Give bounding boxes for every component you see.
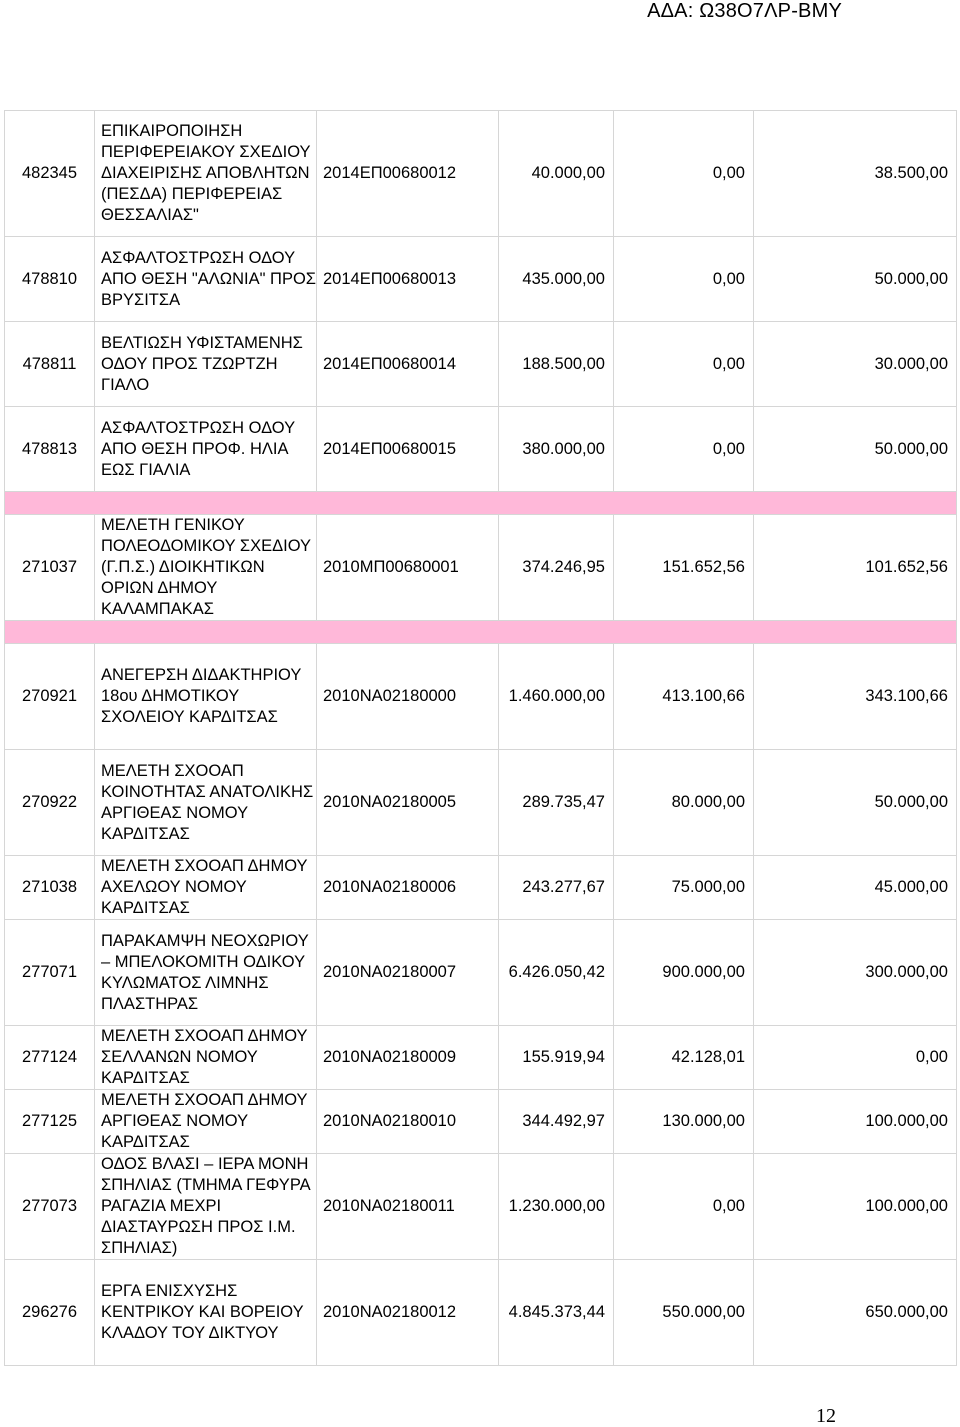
ada-code: ΑΔΑ: Ω38Ο7ΛΡ-ΒΜΥ [647, 0, 842, 22]
row-project-code: 2014ΕΠ00680012 [317, 111, 499, 237]
group-separator [5, 492, 957, 515]
row-code: 277071 [5, 920, 95, 1026]
table-row [5, 322, 957, 407]
row-credit: 100.000,00 [754, 1154, 957, 1260]
row-code: 270922 [5, 750, 95, 856]
row-paid: 151.652,56 [614, 515, 754, 621]
table-row [5, 1090, 957, 1154]
row-credit: 650.000,00 [754, 1260, 957, 1366]
table-row [5, 1260, 957, 1366]
row-project-code: 2010ΝΑ02180000 [317, 644, 499, 750]
row-paid: 900.000,00 [614, 920, 754, 1026]
row-credit: 300.000,00 [754, 920, 957, 1026]
row-title: ΜΕΛΕΤΗ ΣΧΟΟΑΠ ΔΗΜΟΥ ΑΡΓΙΘΕΑΣ ΝΟΜΟΥ ΚΑΡΔΙΤΣΑΣ [95, 1090, 317, 1154]
group-separator-cell [5, 621, 957, 644]
row-project-code: 2010ΝΑ02180010 [317, 1090, 499, 1154]
row-budget: 243.277,67 [499, 856, 614, 920]
projects-table [4, 110, 957, 1366]
row-budget: 155.919,94 [499, 1026, 614, 1090]
table-row [5, 920, 957, 1026]
row-paid: 0,00 [614, 1154, 754, 1260]
row-code: 271037 [5, 515, 95, 621]
row-credit: 343.100,66 [754, 644, 957, 750]
row-budget: 1.460.000,00 [499, 644, 614, 750]
page-number: 12 [816, 1405, 836, 1427]
row-code: 277125 [5, 1090, 95, 1154]
row-paid: 42.128,01 [614, 1026, 754, 1090]
row-title: ΑΝΕΓΕΡΣΗ ΔΙΔΑΚΤΗΡΙΟΥ 18ου ΔΗΜΟΤΙΚΟΥ ΣΧΟΛΕΙΟΥ ΚΑΡΔΙΤΣΑΣ [95, 644, 317, 750]
row-budget: 344.492,97 [499, 1090, 614, 1154]
row-code: 478811 [5, 322, 95, 407]
row-credit: 45.000,00 [754, 856, 957, 920]
row-title: ΕΡΓΑ ΕΝΙΣΧΥΣΗΣ ΚΕΝΤΡΙΚΟΥ ΚΑΙ ΒΟΡΕΙΟΥ ΚΛΑΔΟΥ ΤΟΥ ΔΙΚΤΥΟΥ [95, 1260, 317, 1366]
row-title: ΕΠΙΚΑΙΡΟΠΟΙΗΣΗ ΠΕΡΙΦΕΡΕΙΑΚΟΥ ΣΧΕΔΙΟΥ ΔΙΑΧΕΙΡΙΣΗΣ ΑΠΟΒΛΗΤΩΝ (ΠΕΣΔΑ) ΠΕΡΙΦΕΡΕΙΑΣ ΘΕΣΣΑΛΙΑΣ" [95, 111, 317, 237]
table-row [5, 644, 957, 750]
row-credit: 50.000,00 [754, 407, 957, 492]
row-paid: 0,00 [614, 407, 754, 492]
row-credit: 100.000,00 [754, 1090, 957, 1154]
row-paid: 0,00 [614, 111, 754, 237]
row-paid: 0,00 [614, 322, 754, 407]
row-paid: 0,00 [614, 237, 754, 322]
row-budget: 40.000,00 [499, 111, 614, 237]
table-row [5, 111, 957, 237]
table-row [5, 856, 957, 920]
row-title: ΠΑΡΑΚΑΜΨΗ ΝΕΟΧΩΡΙΟΥ – ΜΠΕΛΟΚΟΜΙΤΗ ΟΔΙΚΟΥ ΚΥΛΩΜΑΤΟΣ ΛΙΜΝΗΣ ΠΛΑΣΤΗΡΑΣ [95, 920, 317, 1026]
row-budget: 374.246,95 [499, 515, 614, 621]
row-budget: 289.735,47 [499, 750, 614, 856]
row-project-code: 2010ΝΑ02180007 [317, 920, 499, 1026]
table-row [5, 1154, 957, 1260]
group-separator [5, 621, 957, 644]
row-code: 482345 [5, 111, 95, 237]
row-budget: 6.426.050,42 [499, 920, 614, 1026]
row-title: ΒΕΛΤΙΩΣΗ ΥΦΙΣΤΑΜΕΝΗΣ ΟΔΟΥ ΠΡΟΣ ΤΖΩΡΤΖΗ ΓΙΑΛΟ [95, 322, 317, 407]
row-paid: 80.000,00 [614, 750, 754, 856]
row-code: 277073 [5, 1154, 95, 1260]
row-credit: 38.500,00 [754, 111, 957, 237]
row-budget: 188.500,00 [499, 322, 614, 407]
table-row [5, 1026, 957, 1090]
row-project-code: 2014ΕΠ00680013 [317, 237, 499, 322]
row-title: ΜΕΛΕΤΗ ΓΕΝΙΚΟΥ ΠΟΛΕΟΔΟΜΙΚΟΥ ΣΧΕΔΙΟΥ (Γ.Π.Σ.) ΔΙΟΙΚΗΤΙΚΩΝ ΟΡΙΩΝ ΔΗΜΟΥ ΚΑΛΑΜΠΑΚΑΣ [95, 515, 317, 621]
row-credit: 30.000,00 [754, 322, 957, 407]
row-project-code: 2010ΝΑ02180006 [317, 856, 499, 920]
group-separator-cell [5, 492, 957, 515]
row-paid: 550.000,00 [614, 1260, 754, 1366]
row-paid: 75.000,00 [614, 856, 754, 920]
table-row [5, 750, 957, 856]
row-paid: 130.000,00 [614, 1090, 754, 1154]
row-title: ΑΣΦΑΛΤΟΣΤΡΩΣΗ ΟΔΟΥ ΑΠΟ ΘΕΣΗ "ΑΛΩΝΙΑ" ΠΡΟΣ ΒΡΥΣΙΤΣΑ [95, 237, 317, 322]
row-code: 478810 [5, 237, 95, 322]
row-project-code: 2010ΝΑ02180005 [317, 750, 499, 856]
row-project-code: 2010ΝΑ02180011 [317, 1154, 499, 1260]
row-paid: 413.100,66 [614, 644, 754, 750]
row-code: 271038 [5, 856, 95, 920]
row-project-code: 2010ΜΠ00680001 [317, 515, 499, 621]
row-code: 296276 [5, 1260, 95, 1366]
row-project-code: 2010ΝΑ02180009 [317, 1026, 499, 1090]
row-credit: 101.652,56 [754, 515, 957, 621]
row-title: ΟΔΟΣ ΒΛΑΣΙ – ΙΕΡΑ ΜΟΝΗ ΣΠΗΛΙΑΣ (ΤΜΗΜΑ ΓΕΦΥΡΑ ΡΑΓΑΖΙΑ ΜΕΧΡΙ ΔΙΑΣΤΑΥΡΩΣΗ ΠΡΟΣ Ι.Μ. ΣΠΗΛΙΑΣ) [95, 1154, 317, 1260]
row-code: 478813 [5, 407, 95, 492]
row-title: ΜΕΛΕΤΗ ΣΧΟΟΑΠ ΔΗΜΟΥ ΑΧΕΛΩΟΥ ΝΟΜΟΥ ΚΑΡΔΙΤΣΑΣ [95, 856, 317, 920]
row-credit: 50.000,00 [754, 237, 957, 322]
row-title: ΜΕΛΕΤΗ ΣΧΟΟΑΠ ΚΟΙΝΟΤΗΤΑΣ ΑΝΑΤΟΛΙΚΗΣ ΑΡΓΙΘΕΑΣ ΝΟΜΟΥ ΚΑΡΔΙΤΣΑΣ [95, 750, 317, 856]
table-row [5, 515, 957, 621]
table-row [5, 237, 957, 322]
row-project-code: 2014ΕΠ00680014 [317, 322, 499, 407]
row-credit: 50.000,00 [754, 750, 957, 856]
row-budget: 435.000,00 [499, 237, 614, 322]
row-code: 277124 [5, 1026, 95, 1090]
row-code: 270921 [5, 644, 95, 750]
row-title: ΑΣΦΑΛΤΟΣΤΡΩΣΗ ΟΔΟΥ ΑΠΟ ΘΕΣΗ ΠΡΟΦ. ΗΛΙΑ ΕΩΣ ΓΙΑΛΙΑ [95, 407, 317, 492]
row-project-code: 2010ΝΑ02180012 [317, 1260, 499, 1366]
row-budget: 380.000,00 [499, 407, 614, 492]
row-budget: 4.845.373,44 [499, 1260, 614, 1366]
table-row [5, 407, 957, 492]
row-project-code: 2014ΕΠ00680015 [317, 407, 499, 492]
row-budget: 1.230.000,00 [499, 1154, 614, 1260]
row-credit: 0,00 [754, 1026, 957, 1090]
row-title: ΜΕΛΕΤΗ ΣΧΟΟΑΠ ΔΗΜΟΥ ΣΕΛΛΑΝΩΝ ΝΟΜΟΥ ΚΑΡΔΙΤΣΑΣ [95, 1026, 317, 1090]
projects-table-body [5, 111, 957, 1366]
